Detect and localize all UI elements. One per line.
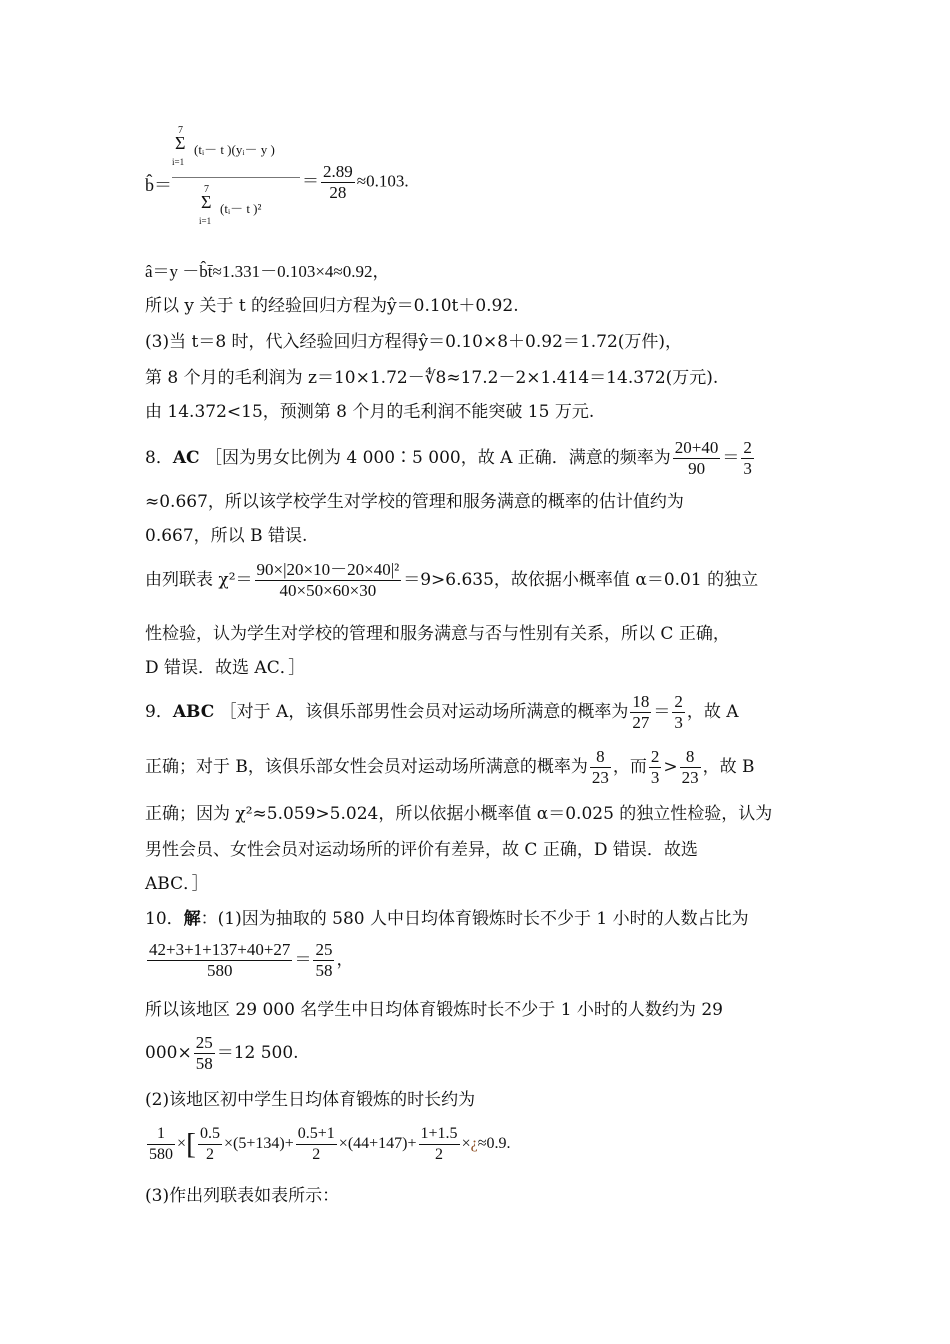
b-hat-lhs: b̂＝ <box>145 175 172 195</box>
q10-line-6 <box>145 1124 510 1165</box>
q8-line-3: 0.667，所以 B 错误. <box>145 526 308 546</box>
frac-denominator: 2 <box>435 1146 444 1163</box>
frac-numerator: 20+40 <box>674 438 719 457</box>
q10-text: 000× <box>145 1043 192 1063</box>
part3-line-3: 由 14.372<15，预测第 8 个月的毛利润不能突破 15 万元. <box>145 402 595 422</box>
b-hat-result <box>302 162 409 203</box>
q10-text: ＝12 500. <box>216 1043 299 1063</box>
frac-denominator: 27 <box>632 713 650 732</box>
frac-denominator: 3 <box>743 459 752 478</box>
q8-line-6: D 错误．故选 AC．］ <box>145 658 306 678</box>
frac-numerator: 18 <box>632 692 650 711</box>
frac-numerator: 25 <box>315 940 333 959</box>
sum-lower: i=1 <box>172 157 185 167</box>
q9-line-2 <box>145 747 755 788</box>
q9-line-5: ABC．］ <box>145 874 209 894</box>
q8-line-2: ≈0.667，所以该学校学生对学校的管理和服务满意的概率的估计值约为 <box>145 492 684 512</box>
q9-line-1 <box>145 692 739 733</box>
times-sign: × <box>177 1135 187 1153</box>
frac-numerator: 0.5+1 <box>296 1124 337 1145</box>
q9-text: ，故 B <box>702 757 755 777</box>
b-hat-frac-bar <box>172 177 300 178</box>
q9-line-3: 正确；因为 χ²≈5.059>5.024，所以依据小概率值 α＝0.025 的独立性检验，认为 <box>145 804 773 824</box>
q10-text: ：(1)因为抽取的 580 人中日均体育锻炼时长不少于 1 小时的人数占比为 <box>200 909 749 929</box>
question-number: 9． <box>145 702 173 722</box>
answer-label: 解 <box>183 909 201 929</box>
q10-line-2 <box>145 940 353 981</box>
answer-label: AC <box>172 448 200 468</box>
q8-text: 由列联表 χ²＝ <box>145 570 253 590</box>
frac-denominator: 23 <box>591 768 609 787</box>
sum-lower: i=1 <box>199 216 212 226</box>
q9-line-4: 男性会员、女性会员对运动场所的评价有差异，故 C 正确，D 错误．故选 <box>145 840 698 860</box>
frac-numerator: 90×|20×10－20×40|² <box>256 560 400 579</box>
sum-sign: Σ <box>175 133 186 153</box>
frac-denominator: 58 <box>315 961 333 980</box>
frac-denominator: 2 <box>312 1146 321 1163</box>
frac-numerator: 2 <box>674 692 683 711</box>
q8-line-1 <box>145 438 756 479</box>
a-hat-line: â＝y －b̂t̄≈1.331－0.103×4≈0.92， <box>145 262 390 281</box>
sum-upper: 7 <box>204 184 209 195</box>
q10-expr: ≈0.9. <box>477 1135 511 1153</box>
question-number: 8． <box>145 448 173 468</box>
den-body: (tᵢ－ t )² <box>220 201 262 216</box>
frac-numerator: 25 <box>195 1033 213 1052</box>
q9-text: ，而 <box>612 757 647 777</box>
q8-line-4 <box>145 560 758 601</box>
q10-expr: ×(44+147)+ <box>338 1135 417 1153</box>
frac-numerator: 42+3+1+137+40+27 <box>149 940 291 959</box>
frac-denominator: 3 <box>674 713 683 732</box>
frac-numerator: 8 <box>590 747 611 768</box>
q9-text: ，故 A <box>686 702 739 722</box>
part3-line-2: 第 8 个月的毛利润为 z＝10×1.72－∜8≈17.2－2×1.414＝14.372(万元). <box>145 368 719 388</box>
frac-denominator: 2 <box>206 1146 215 1163</box>
frac-denominator: 23 <box>681 768 699 787</box>
frac-denominator: 90 <box>688 459 706 478</box>
question-number: 10． <box>145 909 184 929</box>
sum-sign: Σ <box>201 192 212 212</box>
q8-text: ＝9>6.635，故依据小概率值 α＝0.01 的独立 <box>403 570 759 590</box>
q9-text: ［对于 A，该俱乐部男性会员对运动场所满意的概率为 <box>219 702 629 722</box>
equals: ＝ <box>302 171 319 191</box>
frac-numerator: 2 <box>743 438 752 457</box>
q8-line-5: 性检验，认为学生对学校的管理和服务满意与否与性别有关系，所以 C 正确， <box>145 624 730 644</box>
left-bracket: [ <box>186 1127 197 1161</box>
frac-numerator: 0.5 <box>198 1124 222 1145</box>
regression-line: 所以 y 关于 t 的经验回归方程为ŷ＝0.10t＋0.92. <box>145 296 519 316</box>
q10-line-5: (2)该地区初中学生日均体育锻炼的时长约为 <box>145 1090 476 1110</box>
equals: ＝ <box>294 950 312 970</box>
frac-denominator: 580 <box>206 961 233 980</box>
frac-numerator: 1+1.5 <box>419 1124 460 1145</box>
equals: ＝ <box>653 702 671 722</box>
frac-numerator: 8 <box>680 747 701 768</box>
q10-expr: ×(5+134)+ <box>224 1135 294 1153</box>
comma: ， <box>336 950 354 970</box>
q10-line-1 <box>145 907 749 931</box>
frac-numerator: 2 <box>650 747 660 766</box>
result-text: ≈0.103. <box>356 171 409 191</box>
frac-denominator: 58 <box>195 1054 213 1073</box>
frac-denominator: 40×50×60×30 <box>279 581 377 600</box>
part3-line-1: (3)当 t＝8 时，代入经验回归方程得ŷ＝0.10×8＋0.92＝1.72(万件)， <box>145 332 683 352</box>
frac-numerator: 2.89 <box>323 162 353 181</box>
q10-line-3: 所以该地区 29 000 名学生中日均体育锻炼时长不少于 1 小时的人数约为 29 <box>145 1000 723 1020</box>
frac-numerator: 1 <box>147 1124 175 1145</box>
greater-than: > <box>663 757 678 777</box>
q8-text: ［因为男女比例为 4 000∶5 000，故 A 正确．满意的频率为 <box>204 448 671 468</box>
q10-expr: × <box>461 1135 471 1153</box>
frac-denominator: 580 <box>149 1146 173 1163</box>
broken-glyph: ¿ <box>470 1135 478 1153</box>
frac-denominator: 3 <box>650 768 660 787</box>
frac-denominator: 28 <box>329 183 347 202</box>
q10-line-4 <box>145 1033 299 1074</box>
equals: ＝ <box>722 448 740 468</box>
answer-label: ABC <box>172 702 215 722</box>
q10-line-7: (3)作出列联表如表所示： <box>145 1186 340 1206</box>
sum-upper: 7 <box>178 125 183 136</box>
q9-text: 正确；对于 B，该俱乐部女性会员对运动场所满意的概率为 <box>145 757 588 777</box>
num-body: (tᵢ－ t )(yᵢ－ y ) <box>194 142 275 157</box>
